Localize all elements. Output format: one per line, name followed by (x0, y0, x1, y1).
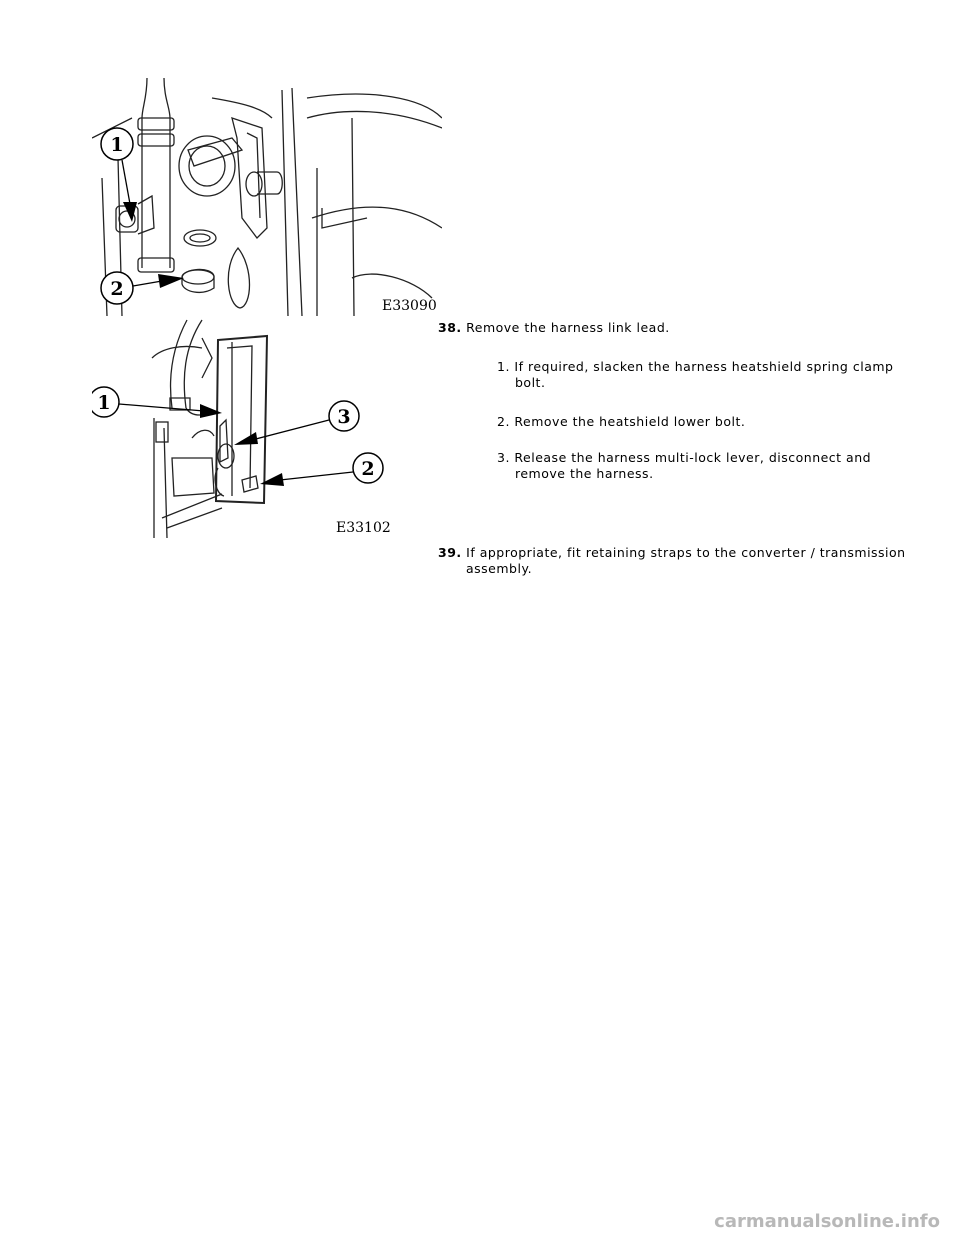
figure-code: E33090 (382, 298, 437, 314)
step-38 (438, 320, 906, 336)
callout-label: 1 (97, 392, 111, 414)
substep-1 (497, 359, 895, 391)
substep-2 (497, 414, 895, 430)
callout-3 (234, 401, 359, 445)
step-text: If appropriate, fit retaining straps to the converter / transmission assembly. (466, 545, 906, 576)
footer-watermark: carmanualsonline.info (714, 1211, 940, 1232)
callout-2 (101, 272, 184, 304)
step-text: Remove the harness link lead. (466, 320, 670, 335)
callout-label: 2 (361, 458, 375, 480)
figure-e33102 (92, 318, 392, 540)
callout-label: 1 (110, 134, 124, 156)
step-number: 38. (438, 320, 462, 335)
substep-text: Remove the heatshield lower bolt. (514, 414, 746, 429)
substep-number: 3. (497, 450, 510, 465)
callout-label: 3 (337, 406, 351, 428)
substep-text: Release the harness multi-lock lever, disconnect and remove the harness. (514, 450, 872, 481)
figure-e33090 (92, 78, 442, 316)
substep-number: 1. (497, 359, 510, 374)
figure-code: E33102 (336, 520, 391, 536)
callout-2 (260, 453, 383, 486)
substep-text: If required, slacken the harness heatshield spring clamp bolt. (514, 359, 894, 390)
illustration-pipe-assembly (92, 78, 442, 316)
callout-1 (92, 387, 222, 418)
substep-3 (497, 450, 895, 482)
callout-label: 2 (110, 278, 124, 300)
step-number: 39. (438, 545, 462, 560)
step-39 (438, 545, 906, 577)
substep-number: 2. (497, 414, 510, 429)
illustration-heatshield (92, 318, 392, 540)
